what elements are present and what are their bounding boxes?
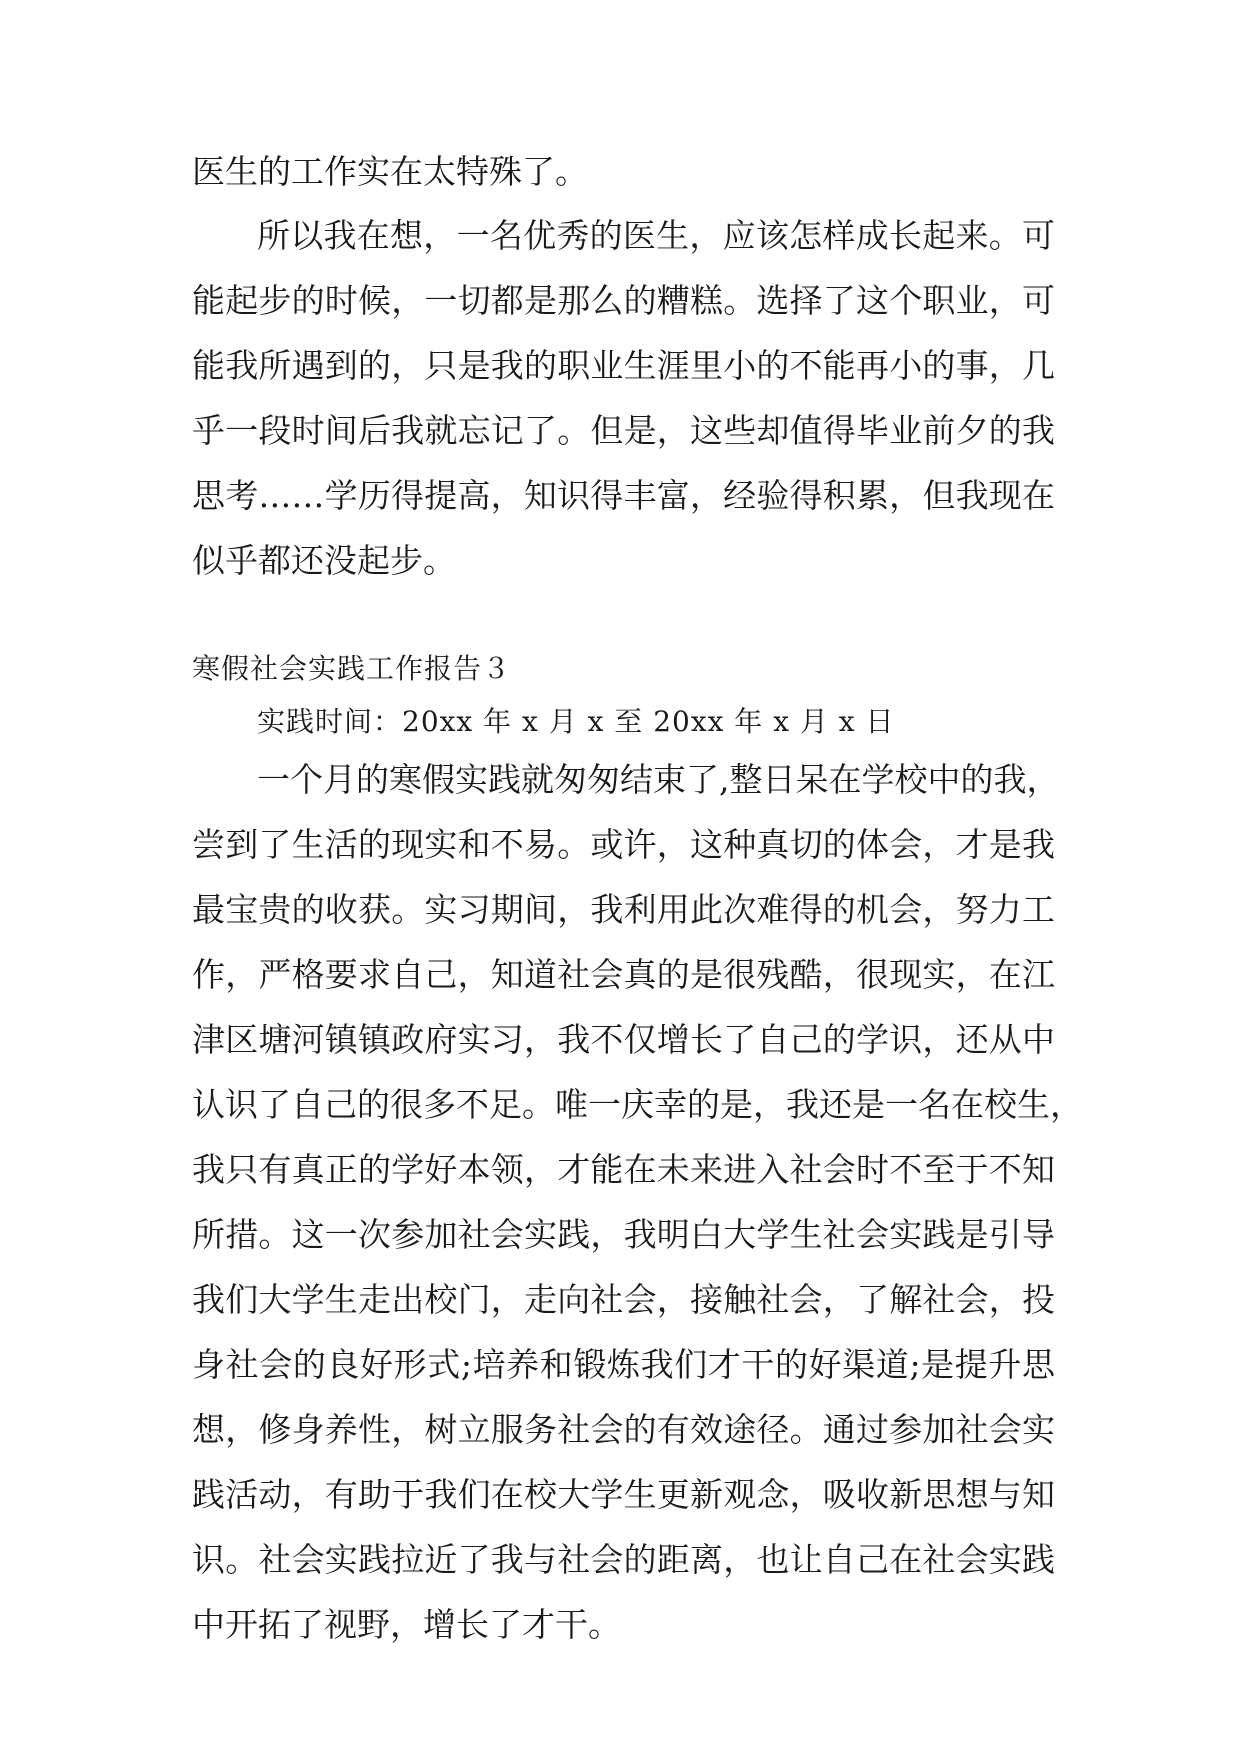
paragraph-line: 尝到了生活的现实和不易。或许，这种真切的体会，才是我 — [192, 825, 1055, 864]
paragraph-line: 中开拓了视野，增长了才干。 — [192, 1605, 621, 1644]
paragraph-line: 医生的工作实在太特殊了。 — [192, 152, 588, 191]
paragraph-line: 思考……学历得提高，知识得丰富，经验得积累，但我现在 — [192, 476, 1055, 515]
paragraph-line: 身社会的良好形式;培养和锻炼我们才干的好渠道;是提升思 — [192, 1345, 1055, 1384]
paragraph-line: 能起步的时候，一切都是那么的糟糕。选择了这个职业，可 — [192, 281, 1055, 320]
section-title: 寒假社会实践工作报告３ — [192, 652, 512, 685]
paragraph-line: 所以我在想，一名优秀的医生，应该怎样成长起来。可 — [257, 216, 1055, 255]
paragraph-line: 我只有真正的学好本领，才能在未来进入社会时不至于不知 — [192, 1150, 1055, 1189]
paragraph-line: 认识了自己的很多不足。唯一庆幸的是，我还是一名在校生， — [192, 1085, 1083, 1124]
paragraph-line: 似乎都还没起步。 — [192, 541, 456, 580]
paragraph-line: 乎一段时间后我就忘记了。但是，这些却值得毕业前夕的我 — [192, 411, 1055, 450]
practice-time: 实践时间：20xx 年 x 月 x 至 20xx 年 x 月 x 日 — [257, 705, 895, 738]
paragraph-line: 我们大学生走出校门，走向社会，接触社会，了解社会，投 — [192, 1280, 1055, 1319]
paragraph-line: 最宝贵的收获。实习期间，我利用此次难得的机会，努力工 — [192, 890, 1055, 929]
paragraph-line: 识。社会实践拉近了我与社会的距离，也让自己在社会实践 — [192, 1540, 1055, 1579]
paragraph-line: 能我所遇到的，只是我的职业生涯里小的不能再小的事，几 — [192, 346, 1055, 385]
paragraph-line: 一个月的寒假实践就匆匆结束了,整日呆在学校中的我， — [257, 760, 1060, 799]
paragraph-line: 践活动，有助于我们在校大学生更新观念，吸收新思想与知 — [192, 1475, 1055, 1514]
paragraph-line: 作，严格要求自己，知道社会真的是很残酷，很现实，在江 — [192, 955, 1055, 994]
paragraph-line: 所措。这一次参加社会实践，我明白大学生社会实践是引导 — [192, 1215, 1055, 1254]
paragraph-line: 想，修身养性，树立服务社会的有效途径。通过参加社会实 — [192, 1410, 1055, 1449]
paragraph-line: 津区塘河镇镇政府实习，我不仅增长了自己的学识，还从中 — [192, 1020, 1055, 1059]
